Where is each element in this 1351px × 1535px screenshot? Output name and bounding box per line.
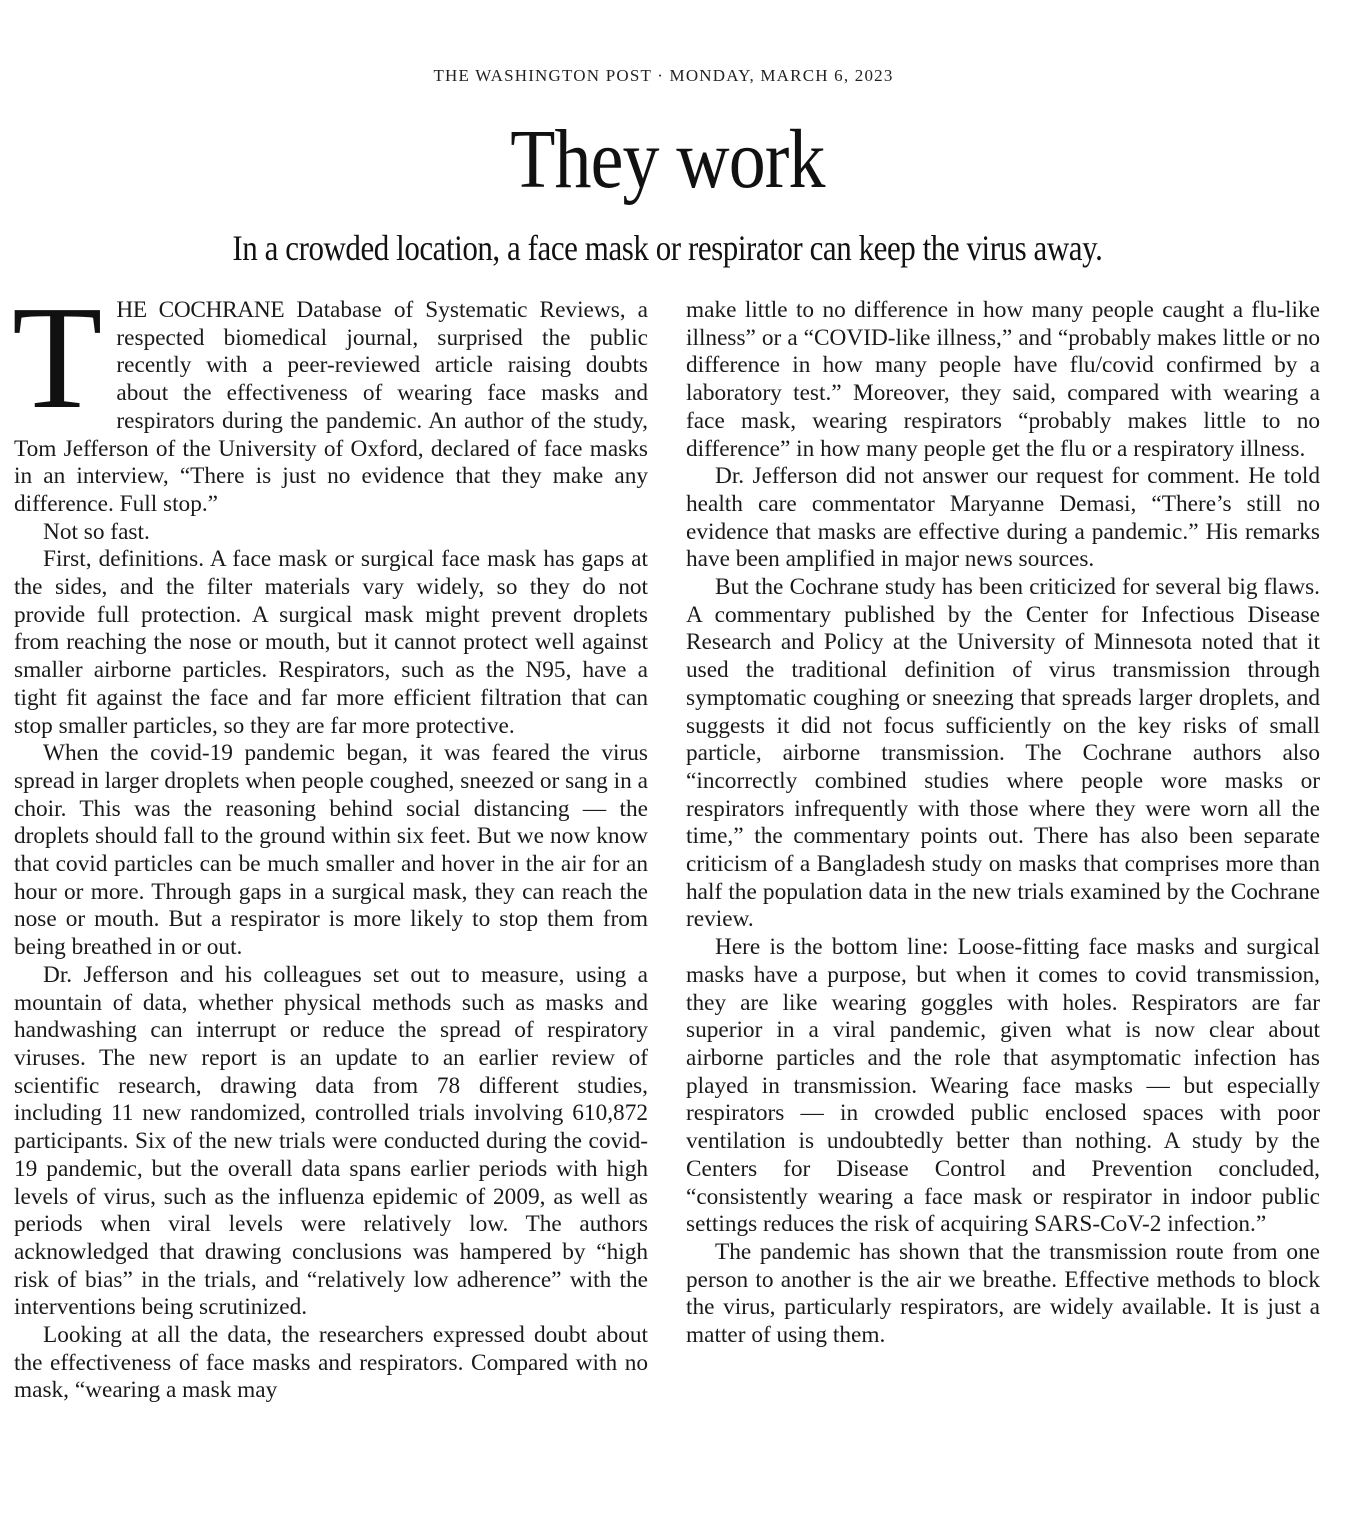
article-paragraph: But the Cochrane study has been criticized for several big flaws. A commentary published by the Center for Infectious Disease Research and Policy at the University of Minnesota noted that it used the traditional definition of virus transmission through symptomatic coughing or sneezing that spreads larger droplets, and suggests it did not focus sufficiently on the key risks of small particle, airborne transmission. The Cochrane authors also “incorrectly combined studies where people wore masks or respirators infrequently with those where they were worn all the time,” the commentary points out. There has also been separate criticism of a Bangladesh study on masks that comprises more than half the population data in the new trials examined by the Cochrane review.	[686, 574, 1320, 933]
article-paragraph: Not so fast.	[43, 518, 150, 545]
article-paragraph: Dr. Jefferson did not answer our request for comment. He told health care commentator Maryanne Demasi, “There’s still no evidence that masks are effective during a pandemic.” His remarks have been amplified in major news sources.	[686, 463, 1320, 573]
article-paragraph: Dr. Jefferson and his colleagues set out to measure, using a mountain of data, whether physical methods such as masks and handwashing can interrupt or reduce the spread of respiratory viruses. The new report is an update to an earlier review of scientific research, drawing data from 78 different studies, including 11 new randomized, controlled trials involving 610,872 participants. Six of the new trials were conducted during the covid-19 pandemic, but the overall data spans earlier periods with high levels of virus, such as the influenza epidemic of 2009, as well as periods when viral levels were relatively low. The authors acknowledged that drawing conclusions was hampered by “high risk of bias” in the trials, and “relatively low adherence” with the interventions being scrutinized.	[14, 961, 648, 1321]
deck-subheadline: In a crowded location, a face mask or respirator can keep the virus away.	[232, 228, 1103, 268]
article-paragraph: Here is the bottom line: Loose-fitting face masks and surgical masks have a purpose, but when it comes to covid transmission, they are like wearing goggles with holes. Respirators are far superior in a viral pandemic, given what is now clear about airborne particles and the role that asymptomatic infection has played in transmission. Wearing face masks — but especially respirators — in crowded public enclosed spaces with poor ventilation is undoubtedly better than nothing. A study by the Centers for Disease Control and Prevention concluded, “consistently wearing a face mask or respirator in indoor public settings reduces the risk of acquiring SARS-CoV-2 infection.”	[686, 934, 1320, 1238]
drop-cap: T	[12, 276, 103, 440]
article-paragraph-lead	[12, 276, 648, 519]
dateline: THE WASHINGTON POST · MONDAY, MARCH 6, 2023	[433, 66, 894, 85]
article-paragraph: Looking at all the data, the researchers expressed doubt about the effectiveness of face masks and respirators. Compared with no mask, “wearing a mask may	[14, 1322, 648, 1404]
lead-paragraph-text: Database of Systematic Reviews, a respected biomedical journal, surprised the public recently with a peer-reviewed article raising doubts about the effectiveness of wearing face masks and respirators during the pandemic. An author of the study, Tom Jefferson of the University of Oxford, declared of face masks in an interview, “There is just no evidence that they make any difference. Full stop.”	[14, 297, 648, 517]
lead-in-caps: HE COCHRANE	[116, 297, 285, 323]
article-paragraph: First, definitions. A face mask or surgical face mask has gaps at the sides, and the filter materials vary widely, so they do not provide full protection. A surgical mask might prevent droplets from reaching the nose or mouth, but it cannot protect well against smaller airborne particles. Respirators, such as the N95, have a tight fit against the face and far more efficient filtration that can stop smaller particles, so they are far more protective.	[14, 546, 648, 739]
headline: They work	[510, 113, 825, 206]
article-paragraph: When the covid-19 pandemic began, it was feared the virus spread in larger droplets when people coughed, sneezed or sang in a choir. This was the reasoning behind social distancing — the droplets should fall to the ground within six feet. But we now know that covid particles can be much smaller and hover in the air for an hour or more. Through gaps in a surgical mask, they can reach the nose or mouth. But a respirator is more likely to stop them from being breathed in or out.	[14, 740, 648, 961]
article-paragraph-continued: make little to no difference in how many people caught a flu-like illness” or a “COVID-like illness,” and “probably makes little or no difference in how many people have flu/covid confirmed by a laboratory test.” Moreover, they said, compared with wearing a face mask, wearing respirators “probably makes little to no difference” in how many people get the flu or a respiratory illness.	[686, 297, 1320, 462]
article-column-left	[12, 276, 648, 1405]
article-column-right	[686, 297, 1320, 1350]
article-paragraph-closing: The pandemic has shown that the transmission route from one person to another is the air we breathe. Effective methods to block the virus, particularly respirators, are widely available. It is just a matter of using them.	[686, 1238, 1320, 1349]
